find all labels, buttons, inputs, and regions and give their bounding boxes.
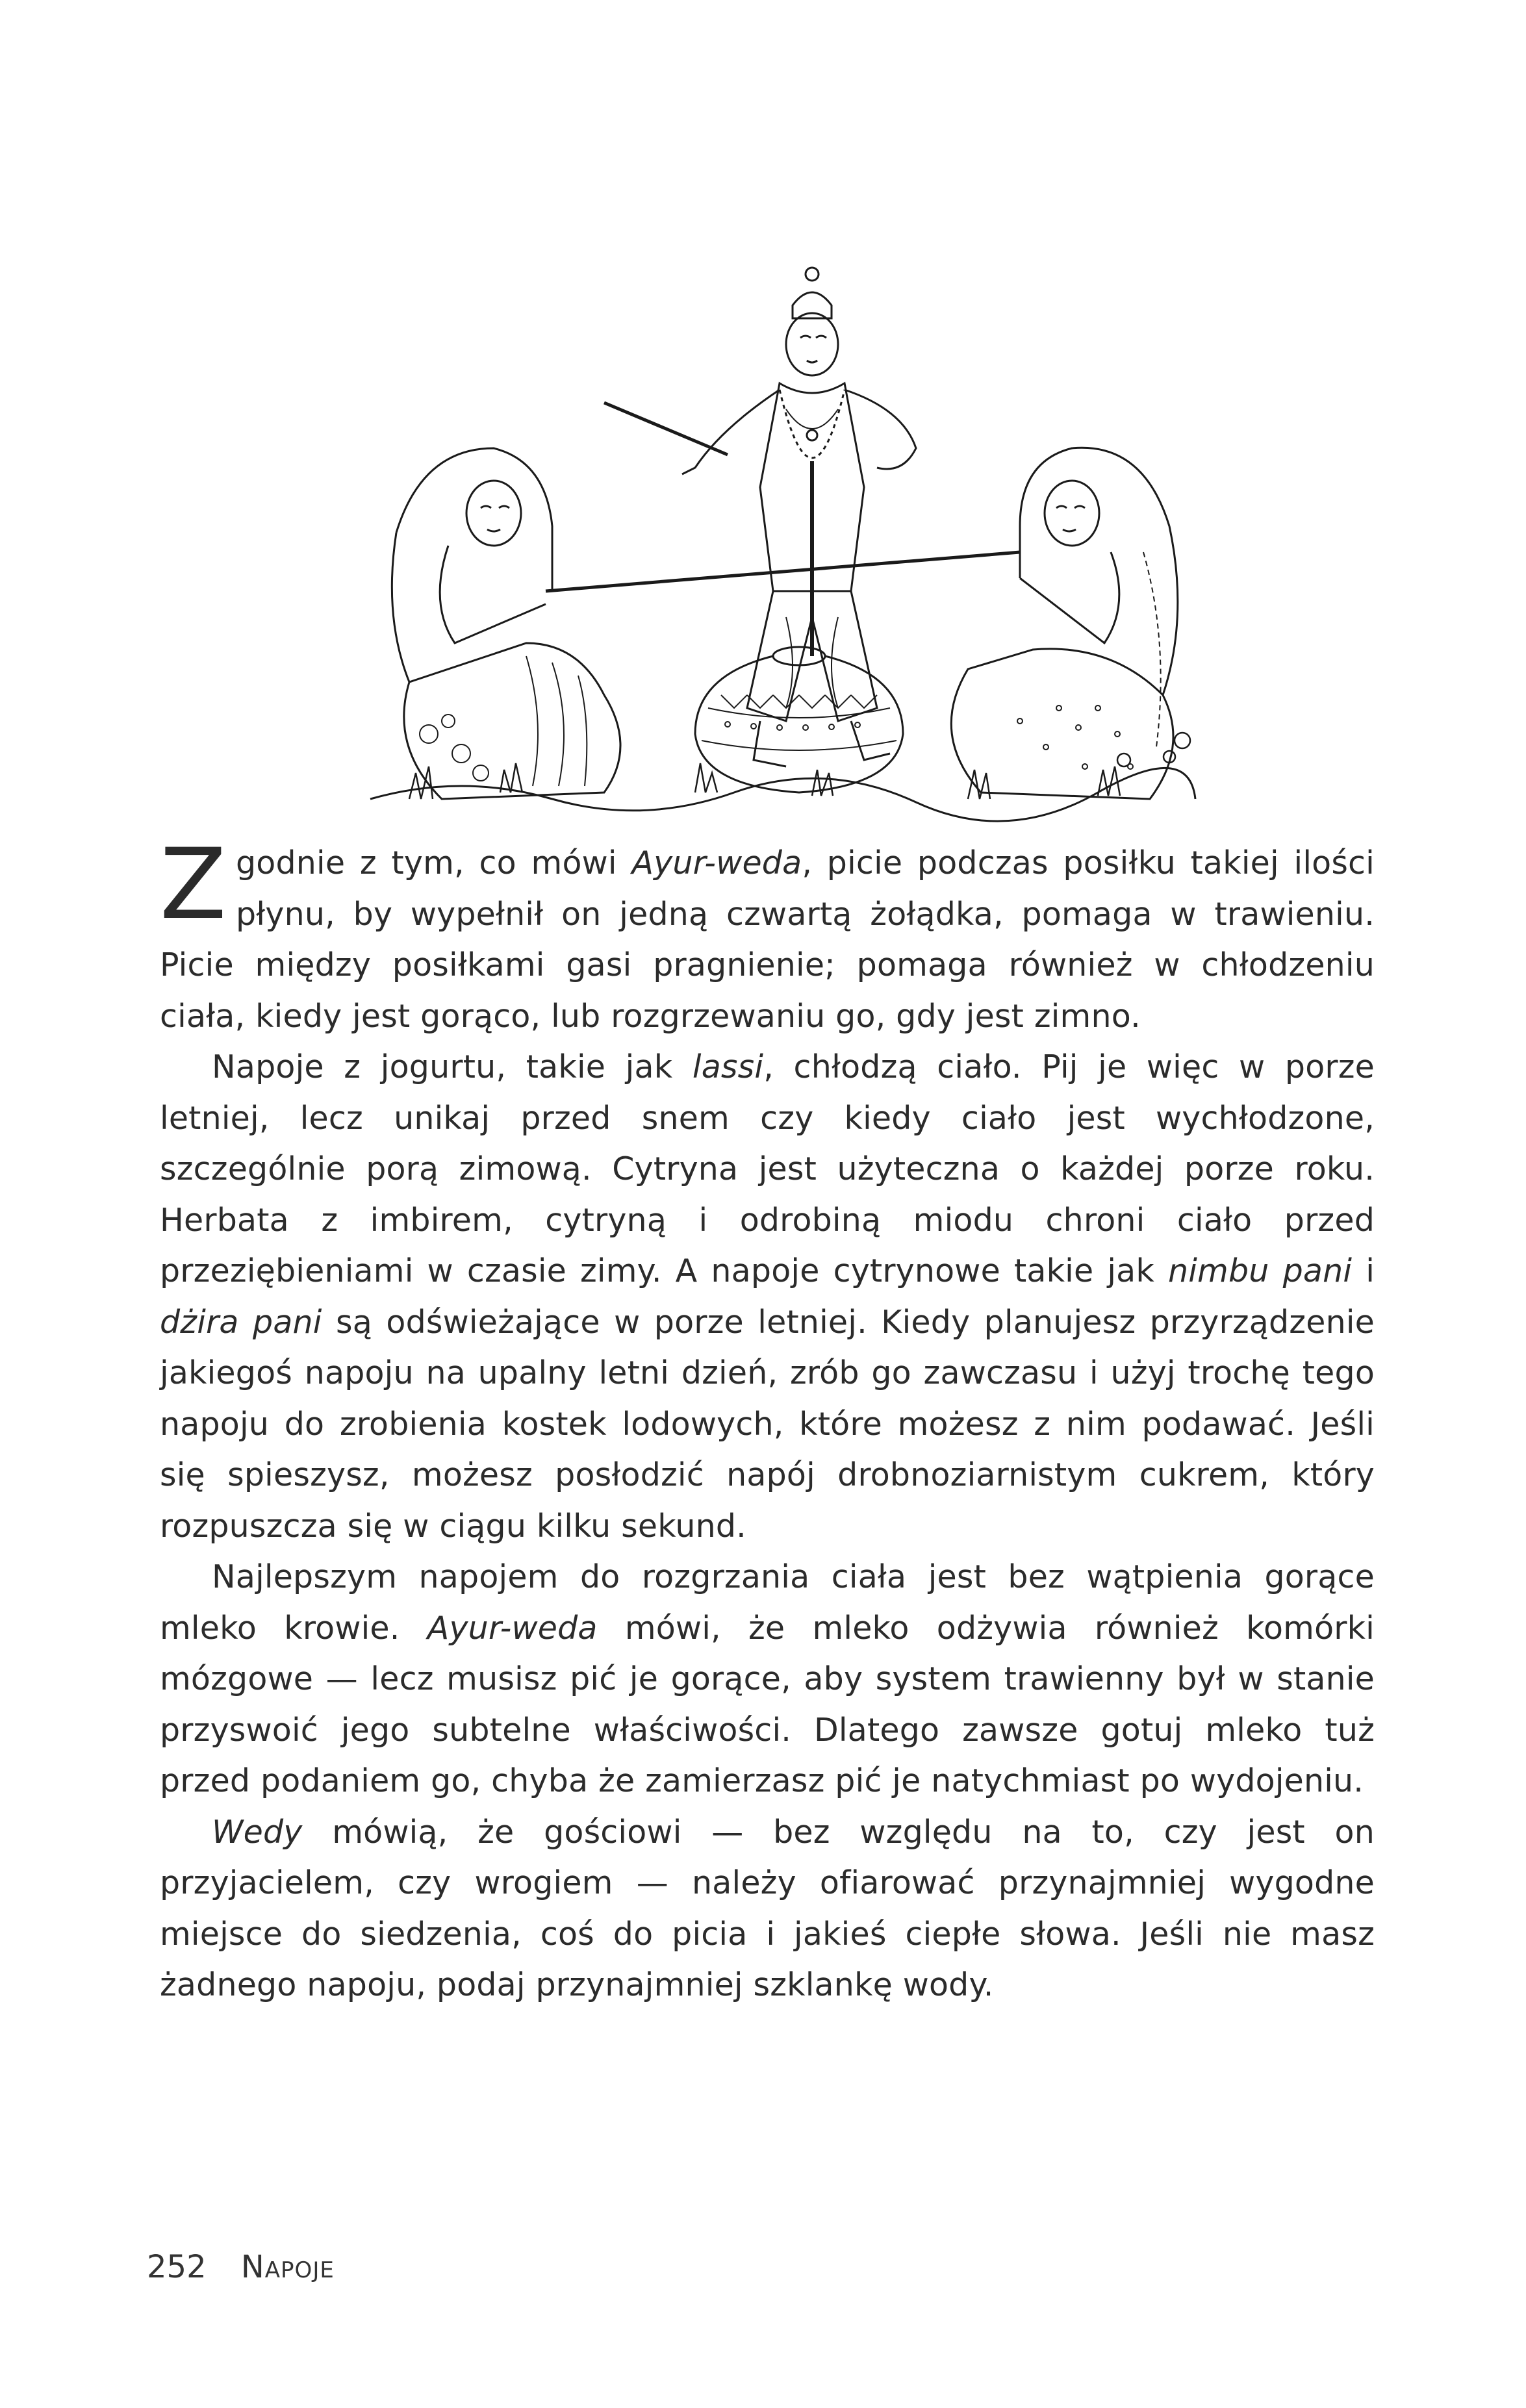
paragraph-3: Najlepszym napojem do rozgrzania ciała jest bez wątpienia gorące mleko krowie. Ayur-weda mówi, że mleko odżywia również komórki mózgowe — lecz musisz pić je gorące, aby system trawienny był w stanie przyswoić jego subtelne właściwości. Dlatego zawsze gotuj mleko tuż przed podaniem go, chyba że zamierzasz pić je natychmiast po wydojeniu. bbox=[160, 1558, 1375, 1799]
page-number: 252 bbox=[147, 2249, 207, 2285]
left-woman bbox=[392, 448, 620, 799]
krishna-churning-illustration bbox=[331, 253, 1228, 857]
churning-pot bbox=[546, 461, 1020, 792]
paragraph-1: Zgodnie z tym, co mówi Ayur-weda, picie podczas posiłku takiej ilości płynu, by wypełnił on jedną czwartą żołądka, pomaga w trawieniu. Picie między posiłkami gasi pragnienie; pomaga również w chłodzeniu ciała, kiedy jest gorąco, lub rozgrzewaniu go, gdy jest zimno. bbox=[160, 828, 1375, 1035]
paragraph-4: Wedy mówią, że gościowi — bez względu na to, czy jest on przyjacielem, czy wrogiem — należy ofiarować przynajmniej wygodne miejsce do siedzenia, coś do picia i jakieś ciepłe słowa. Jeśli nie masz żadnego napoju, podaj przynajmniej szklankę wody. bbox=[160, 1813, 1375, 2003]
page-footer bbox=[147, 2249, 335, 2285]
article-body bbox=[160, 828, 1375, 2011]
drop-cap: Z bbox=[160, 828, 227, 941]
paragraph-2: Napoje z jogurtu, takie jak lassi, chłodzą ciało. Pij je więc w porze letniej, lecz unikaj przed snem czy kiedy ciało jest wychłodzone, szczególnie porą zimową. Cytryna jest użyteczna o każdej porze roku. Herbata z imbirem, cytryną i odrobiną miodu chroni ciało przed przeziębieniami w czasie zimy. A napoje cytrynowe takie jak nimbu pani i dżira pani są odświeżające w porze letniej. Kiedy planujesz przyrządzenie jakiegoś napoju na upalny letni dzień, zrób go zawczasu i użyj trochę tego napoju do zrobienia kostek lodowych, które możesz z nim podawać. Jeśli się spieszysz, możesz posłodzić napój drobnoziarnistym cukrem, który rozpuszcza się w ciągu kilku sekund. bbox=[160, 1048, 1375, 1545]
central-figure bbox=[604, 268, 916, 767]
right-woman bbox=[951, 448, 1178, 799]
chapter-title: Napoje bbox=[240, 2249, 335, 2285]
